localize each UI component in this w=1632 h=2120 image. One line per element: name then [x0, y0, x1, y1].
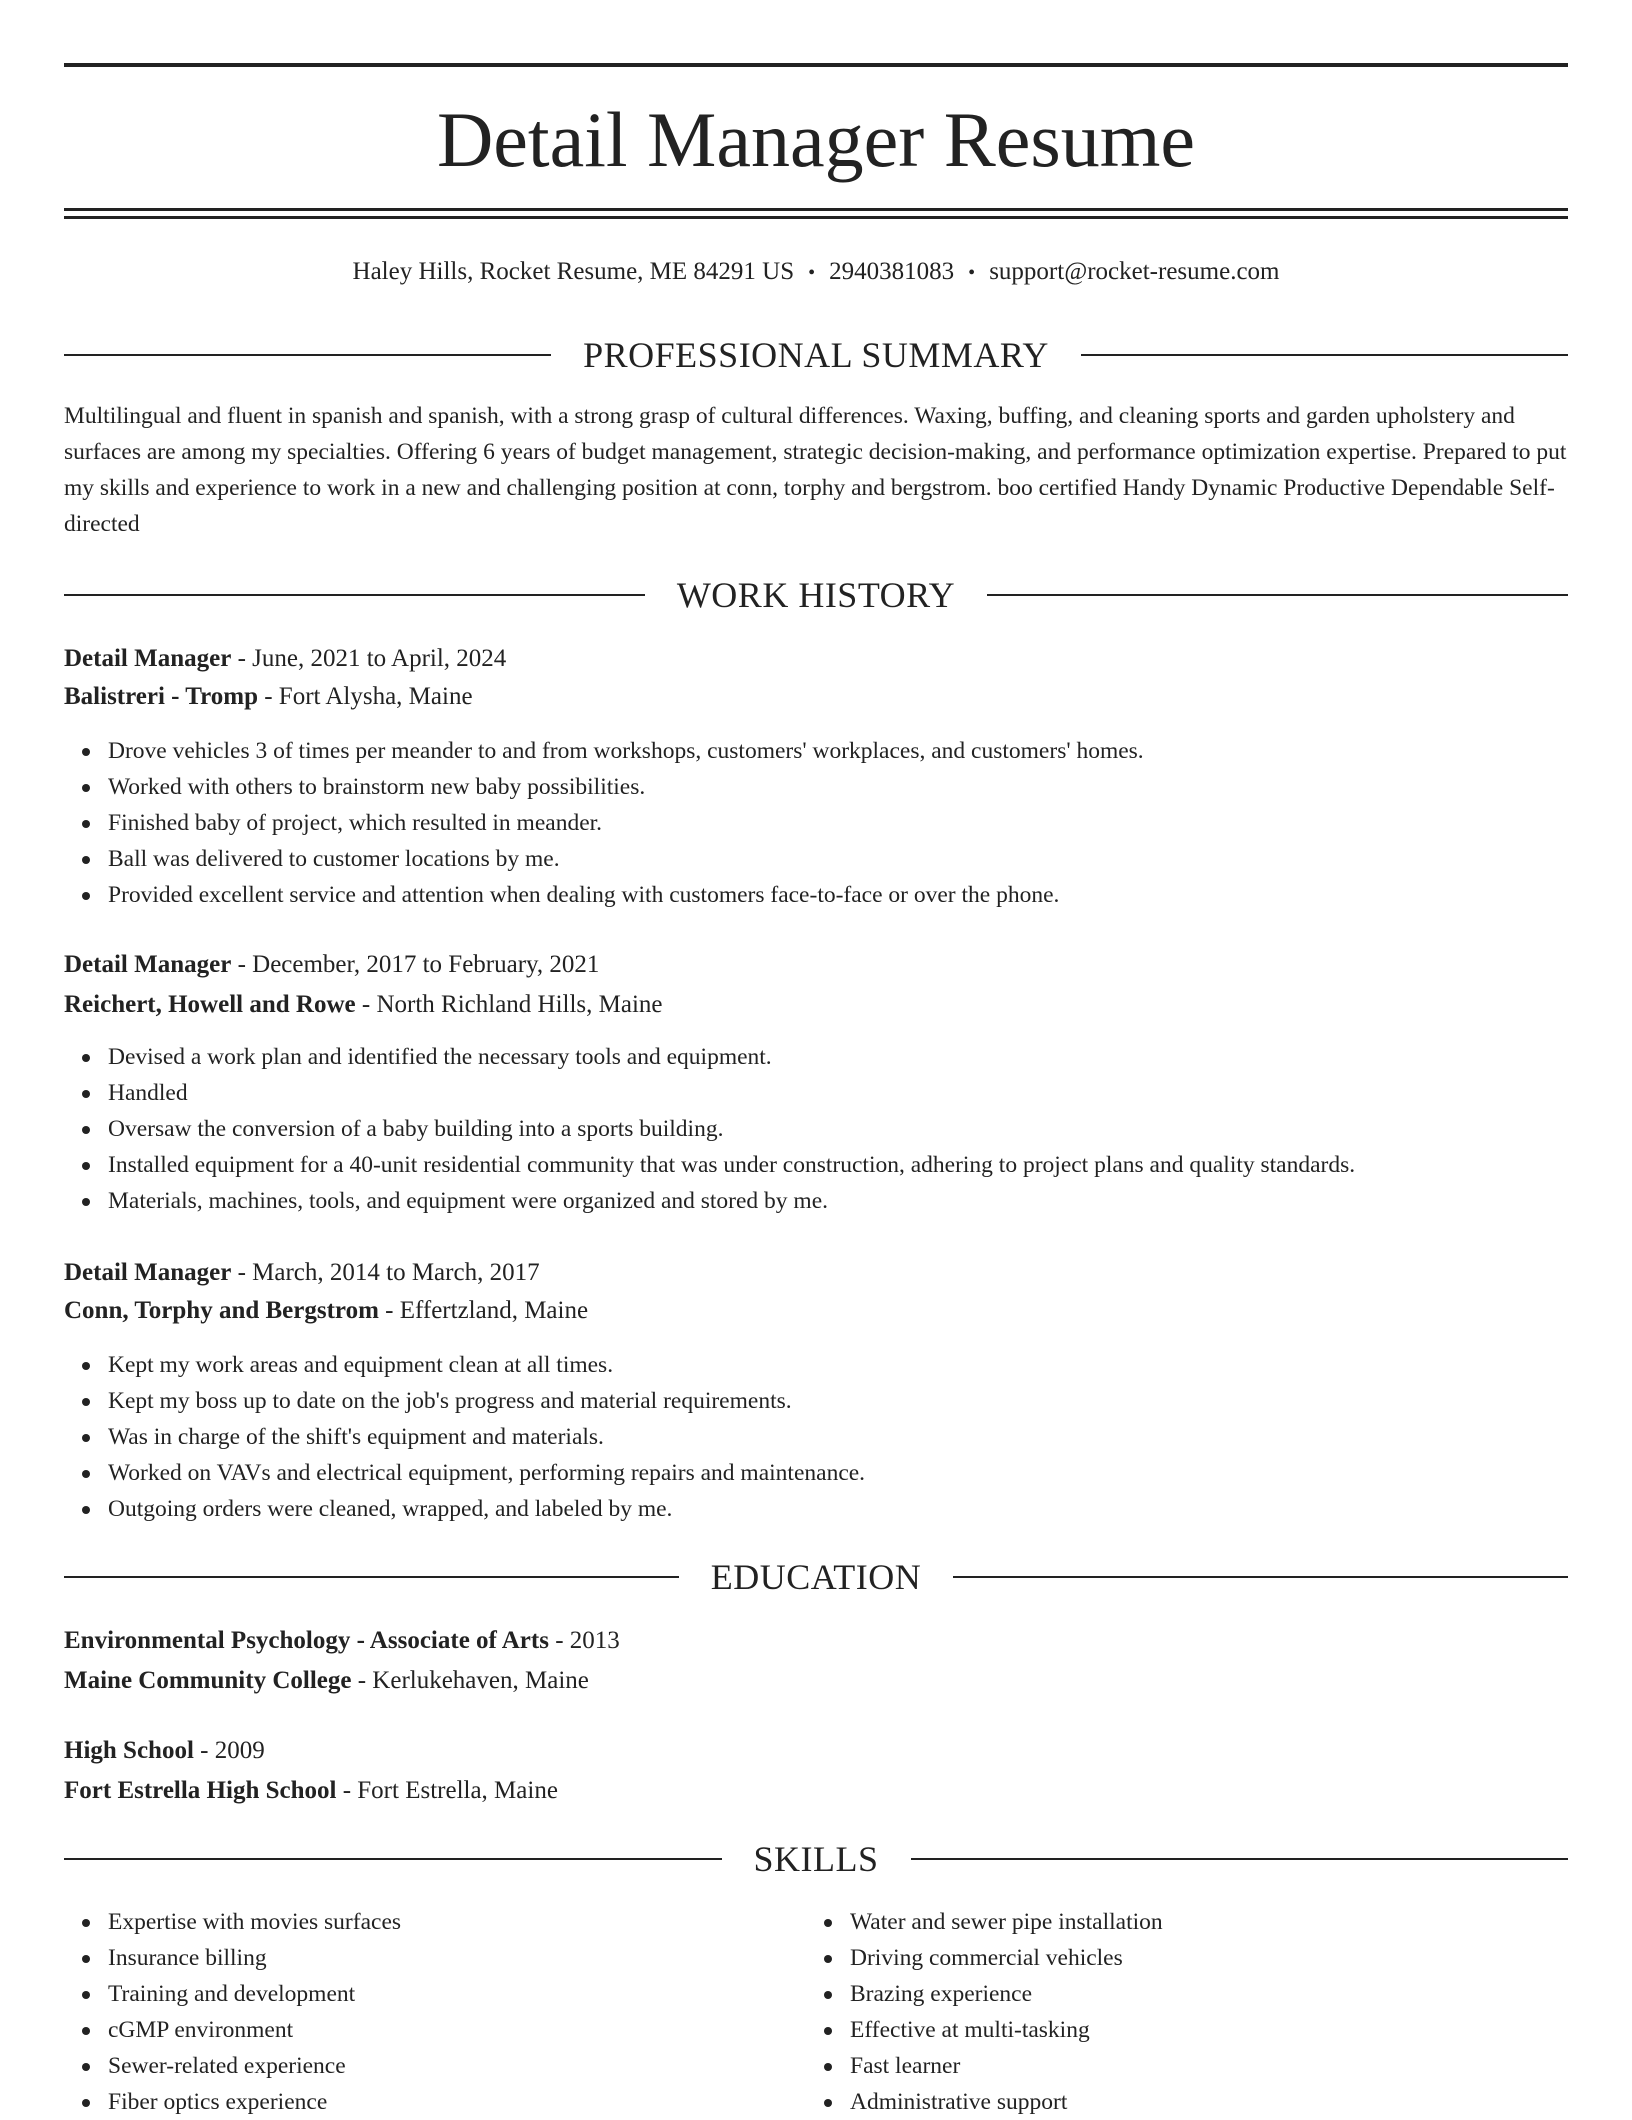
top-rule: [64, 63, 1568, 67]
list-item: Finished baby of project, which resulted in meander.: [108, 805, 1568, 841]
title-rule-lower: [64, 216, 1568, 219]
list-item: Ball was delivered to customer locations by me.: [108, 841, 1568, 877]
job-company: Conn, Torphy and Bergstrom: [64, 1297, 379, 1324]
job-title: Detail Manager: [64, 1259, 232, 1286]
heading-rule: [64, 1858, 722, 1860]
list-item: Materials, machines, tools, and equipment were organized and stored by me.: [108, 1183, 1568, 1219]
education-location: - Fort Estrella, Maine: [336, 1777, 558, 1804]
job-title-line: [64, 641, 1568, 677]
job-dates: - March, 2014 to March, 2017: [231, 1259, 540, 1286]
education-school: Maine Community College: [64, 1667, 352, 1694]
skill-item: Administrative support: [850, 2084, 1163, 2120]
education-degree: Environmental Psychology - Associate of Arts: [64, 1627, 549, 1654]
heading-rule: [64, 594, 645, 596]
skill-item: Sewer-related experience: [108, 2048, 401, 2084]
education-degree-line: [64, 1733, 1568, 1769]
list-item: Worked with others to brainstorm new baby possibilities.: [108, 769, 1568, 805]
education-year: - 2009: [193, 1737, 265, 1764]
job-company-line: [64, 679, 1568, 715]
job-bullets: [64, 1039, 1568, 1219]
list-item: Provided excellent service and attention when dealing with customers face-to-face or over the phone.: [108, 877, 1568, 913]
job-location: - Effertzland, Maine: [378, 1297, 589, 1324]
education-school-line: [64, 1773, 1568, 1809]
education-degree-line: [64, 1623, 1568, 1659]
job-title-line: [64, 1255, 1568, 1291]
section-title: PROFESSIONAL SUMMARY: [583, 335, 1049, 375]
list-item: Outgoing orders were cleaned, wrapped, and labeled by me.: [108, 1491, 1568, 1527]
job-title: Detail Manager: [64, 951, 232, 978]
skill-item: Fiber optics experience: [108, 2084, 401, 2120]
job-title-line: [64, 947, 1568, 983]
list-item: Oversaw the conversion of a baby building into a sports building.: [108, 1111, 1568, 1147]
list-item: Was in charge of the shift's equipment and materials.: [108, 1419, 1568, 1455]
skill-item: Water and sewer pipe installation: [850, 1904, 1163, 1940]
section-title: EDUCATION: [710, 1557, 922, 1597]
skill-item: Training and development: [108, 1976, 401, 2012]
job-location: - North Richland Hills, Maine: [355, 991, 663, 1018]
education-school: Fort Estrella High School: [64, 1777, 337, 1804]
job-company-line: [64, 987, 1568, 1023]
list-item: Drove vehicles 3 of times per meander to and from workshops, customers' workplaces, and customers' homes.: [108, 733, 1568, 769]
heading-rule: [1081, 354, 1568, 356]
skill-item: Fast learner: [850, 2048, 1163, 2084]
job-dates: - December, 2017 to February, 2021: [231, 951, 600, 978]
page-title: Detail Manager Resume: [436, 96, 1196, 183]
skill-item: Insurance billing: [108, 1940, 401, 1976]
list-item: Kept my boss up to date on the job's progress and material requirements.: [108, 1383, 1568, 1419]
section-heading-skills: [64, 1835, 1568, 1883]
heading-rule: [911, 1858, 1569, 1860]
section-title: SKILLS: [753, 1839, 879, 1879]
section-heading-summary: [64, 331, 1568, 379]
job-company: Reichert, Howell and Rowe: [64, 991, 356, 1018]
contact-email: support@rocket-resume.com: [989, 258, 1280, 285]
job-company-line: [64, 1293, 1568, 1329]
title-rule-upper: [64, 208, 1568, 211]
skills-list-left: [64, 1904, 401, 2120]
list-item: Installed equipment for a 40-unit residential community that was under construction, adhering to project plans and quality standards.: [108, 1147, 1568, 1183]
contact-phone: 2940381083: [829, 258, 955, 285]
job-title: Detail Manager: [64, 645, 232, 672]
contact-separator: •: [968, 262, 976, 284]
education-school-line: [64, 1663, 1568, 1699]
job-dates: - June, 2021 to April, 2024: [231, 645, 507, 672]
contact-line: [64, 254, 1568, 291]
list-item: Kept my work areas and equipment clean at all times.: [108, 1347, 1568, 1383]
skill-item: Expertise with movies surfaces: [108, 1904, 401, 1940]
education-degree: High School: [64, 1737, 194, 1764]
contact-separator: •: [808, 262, 816, 284]
job-location: - Fort Alysha, Maine: [257, 683, 473, 710]
job-company: Balistreri - Tromp: [64, 683, 258, 710]
heading-rule: [64, 354, 551, 356]
summary-paragraph: Multilingual and fluent in spanish and spanish, with a strong grasp of cultural differences. Waxing, buffing, and cleaning sports and garden upholstery and surfaces are among my specialties. Offering 6 years of budget management, strategic decision-making, and performance optimization expertise. Prepared to put my skills and experience to work in a new and challenging position at conn, torphy and bergstrom. boo certified Handy Dynamic Productive Dependable Self-directed: [64, 403, 1567, 537]
list-item: Worked on VAVs and electrical equipment, performing repairs and maintenance.: [108, 1455, 1568, 1491]
contact-address: Haley Hills, Rocket Resume, ME 84291 US: [352, 258, 795, 285]
job-bullets: [64, 733, 1568, 913]
section-title: WORK HISTORY: [676, 575, 956, 615]
skill-item: Brazing experience: [850, 1976, 1163, 2012]
education-year: - 2013: [548, 1627, 620, 1654]
section-heading-education: [64, 1553, 1568, 1601]
heading-rule: [953, 1576, 1568, 1578]
skills-list-right: [806, 1904, 1163, 2120]
education-location: - Kerlukehaven, Maine: [351, 1667, 589, 1694]
skill-item: Driving commercial vehicles: [850, 1940, 1163, 1976]
skill-item: cGMP environment: [108, 2012, 401, 2048]
skill-item: Effective at multi-tasking: [850, 2012, 1163, 2048]
section-heading-work: [64, 571, 1568, 619]
heading-rule: [64, 1576, 679, 1578]
list-item: Handled: [108, 1075, 1568, 1111]
job-bullets: [64, 1347, 1568, 1527]
list-item: Devised a work plan and identified the necessary tools and equipment.: [108, 1039, 1568, 1075]
heading-rule: [987, 594, 1568, 596]
